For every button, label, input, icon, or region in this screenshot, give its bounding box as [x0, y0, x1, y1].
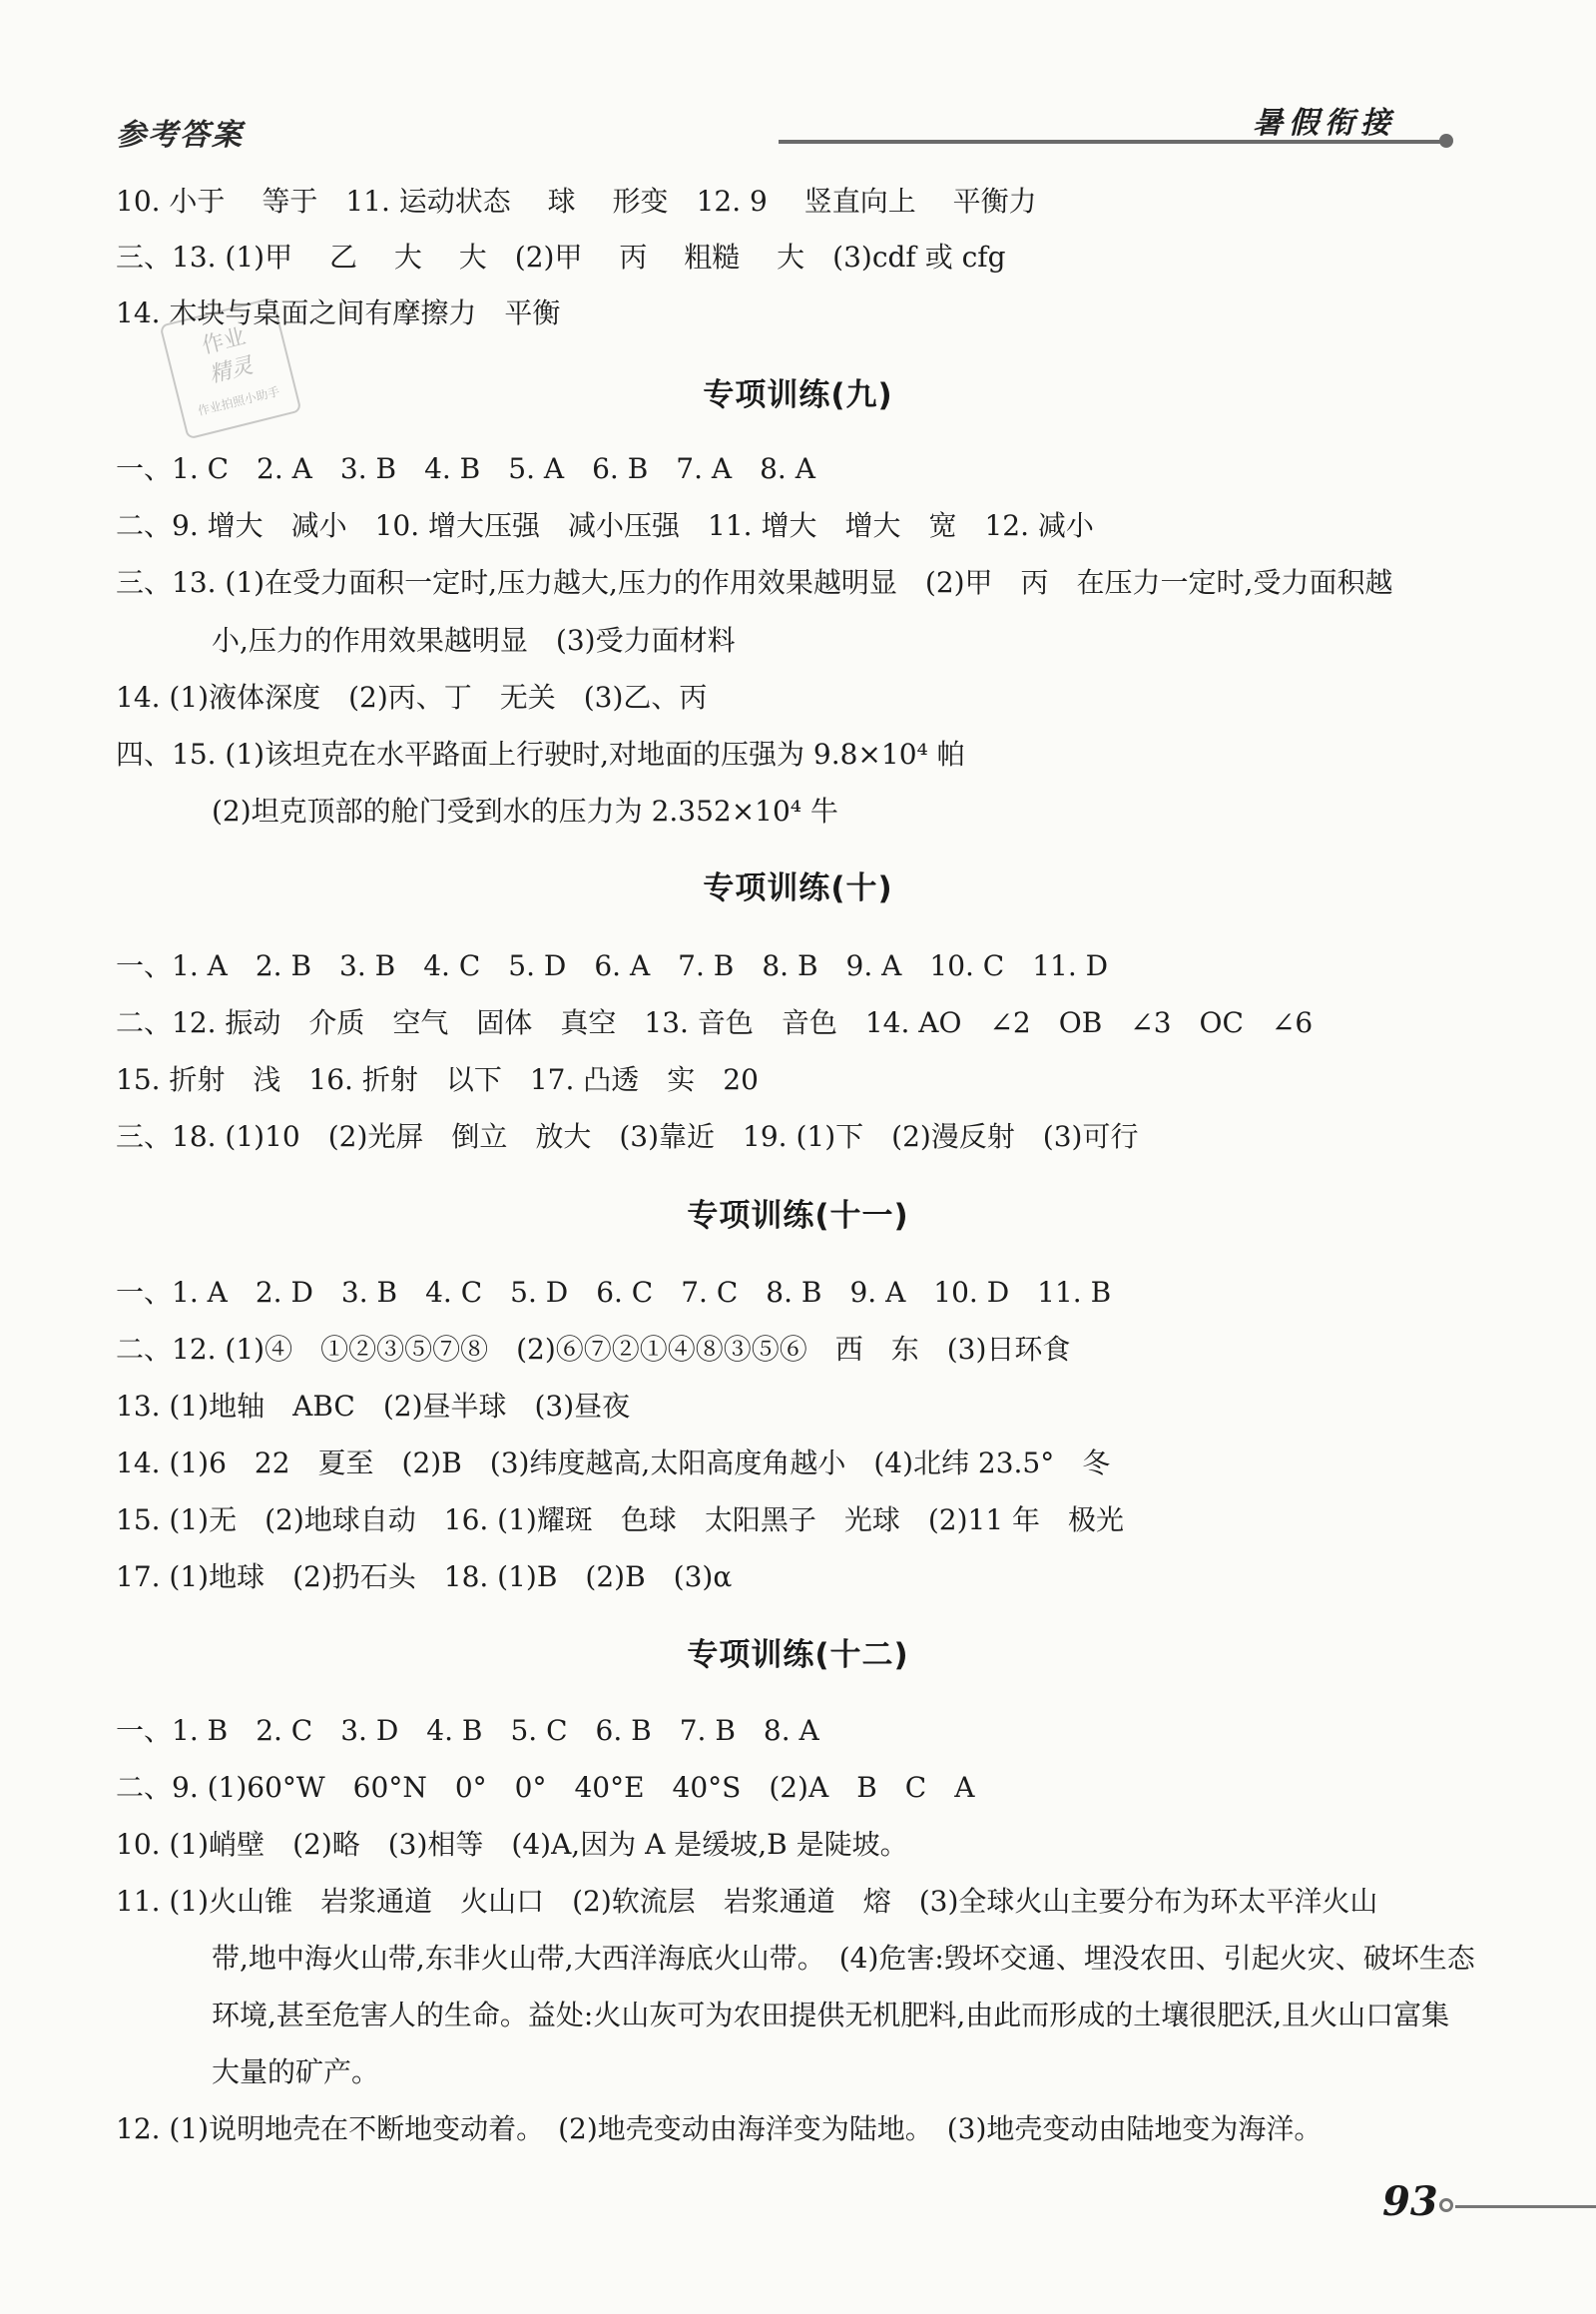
answer-line: 10. 小于 等于 11. 运动状态 球 形变 12. 9 竖直向上 平衡力	[116, 185, 1037, 218]
page-number: 93	[1382, 2178, 1438, 2225]
answer-line: 11. (1)火山锥 岩浆通道 火山口 (2)软流层 岩浆通道 熔 (3)全球火山主要分布为环太平洋火山	[116, 1885, 1378, 1918]
stamp-line-2: 精灵	[207, 352, 256, 388]
answer-line: 带,地中海火山带,东非火山带,大西洋海底火山带。 (4)危害:毁坏交通、埋没农田、引起火灾、破坏生态	[212, 1942, 1475, 1975]
answer-line: 小,压力的作用效果越明显 (3)受力面材料	[212, 624, 736, 657]
answer-line: 二、12. (1)④ ①②③⑤⑦⑧ (2)⑥⑦②①④⑧③⑤⑥ 西 东 (3)日环食	[116, 1333, 1071, 1366]
section-heading: 专项训练(十)	[703, 870, 893, 906]
stamp-line-1: 作业	[199, 323, 249, 359]
section-heading: 专项训练(十一)	[687, 1198, 909, 1234]
answer-line: 14. (1)6 22 夏至 (2)B (3)纬度越高,太阳高度角越小 (4)北纬 23.5° 冬	[116, 1446, 1111, 1479]
answer-line: 一、1. C 2. A 3. B 4. B 5. A 6. B 7. A 8. A	[116, 452, 815, 485]
answer-line: 15. (1)无 (2)地球自动 16. (1)耀斑 色球 太阳黑子 光球 (2)11 年 极光	[116, 1503, 1125, 1536]
answer-line: 三、13. (1)甲 乙 大 大 (2)甲 丙 粗糙 大 (3)cdf 或 cfg	[116, 241, 1006, 274]
answer-line: 13. (1)地轴 ABC (2)昼半球 (3)昼夜	[116, 1390, 631, 1423]
answer-line: 三、13. (1)在受力面积一定时,压力越大,压力的作用效果越明显 (2)甲 丙 在压力一定时,受力面积越	[116, 566, 1393, 599]
answer-line: 一、1. A 2. B 3. B 4. C 5. D 6. A 7. B 8. B 9. A 10. C 11. D	[116, 949, 1109, 982]
answer-line: 17. (1)地球 (2)扔石头 18. (1)B (2)B (3)α	[116, 1560, 733, 1593]
answer-line: 一、1. B 2. C 3. D 4. B 5. C 6. B 7. B 8. A	[116, 1714, 819, 1747]
section-heading: 专项训练(十二)	[687, 1637, 909, 1673]
answer-line: 14. (1)液体深度 (2)丙、丁 无关 (3)乙、丙	[116, 681, 708, 714]
answer-line: 大量的矿产。	[212, 2055, 380, 2088]
answer-line: 二、12. 振动 介质 空气 固体 真空 13. 音色 音色 14. AO ∠2 OB ∠3 OC ∠6	[116, 1006, 1314, 1039]
answer-line: 10. (1)峭壁 (2)略 (3)相等 (4)A,因为 A 是缓坡,B 是陡坡。	[116, 1828, 908, 1861]
answer-line: 三、18. (1)10 (2)光屏 倒立 放大 (3)靠近 19. (1)下 (2)漫反射 (3)可行	[116, 1120, 1139, 1153]
answer-line: 环境,甚至危害人的生命。益处:火山灰可为农田提供无机肥料,由此而形成的土壤很肥沃,且火山口富集	[212, 1999, 1450, 2031]
answer-line: 12. (1)说明地壳在不断地变动着。 (2)地壳变动由海洋变为陆地。 (3)地壳变动由陆地变为海洋。	[116, 2112, 1323, 2145]
answer-line: 二、9. (1)60°W 60°N 0° 0° 40°E 40°S (2)A B C A	[116, 1771, 975, 1804]
section-heading: 专项训练(九)	[703, 377, 893, 413]
footer-rule	[1455, 2205, 1596, 2208]
stamp-line-3: 作业拍照小助手	[196, 384, 281, 418]
footer-dot	[1439, 2198, 1453, 2212]
answer-line: 二、9. 增大 减小 10. 增大压强 减小压强 11. 增大 增大 宽 12. 减小	[116, 509, 1094, 542]
header-answer-title: 参考答案	[116, 118, 244, 153]
header-book-title: 暑假衔接	[1253, 106, 1396, 141]
answer-line: 14. 木块与桌面之间有摩擦力 平衡	[116, 296, 561, 329]
answer-line: 15. 折射 浅 16. 折射 以下 17. 凸透 实 20	[116, 1063, 759, 1096]
answer-line: 四、15. (1)该坦克在水平路面上行驶时,对地面的压强为 9.8×10⁴ 帕	[116, 738, 965, 771]
answer-line: 一、1. A 2. D 3. B 4. C 5. D 6. C 7. C 8. B 9. A 10. D 11. B	[116, 1276, 1112, 1309]
header-rule-dot	[1439, 134, 1453, 148]
answer-line: (2)坦克顶部的舱门受到水的压力为 2.352×10⁴ 牛	[212, 795, 838, 828]
